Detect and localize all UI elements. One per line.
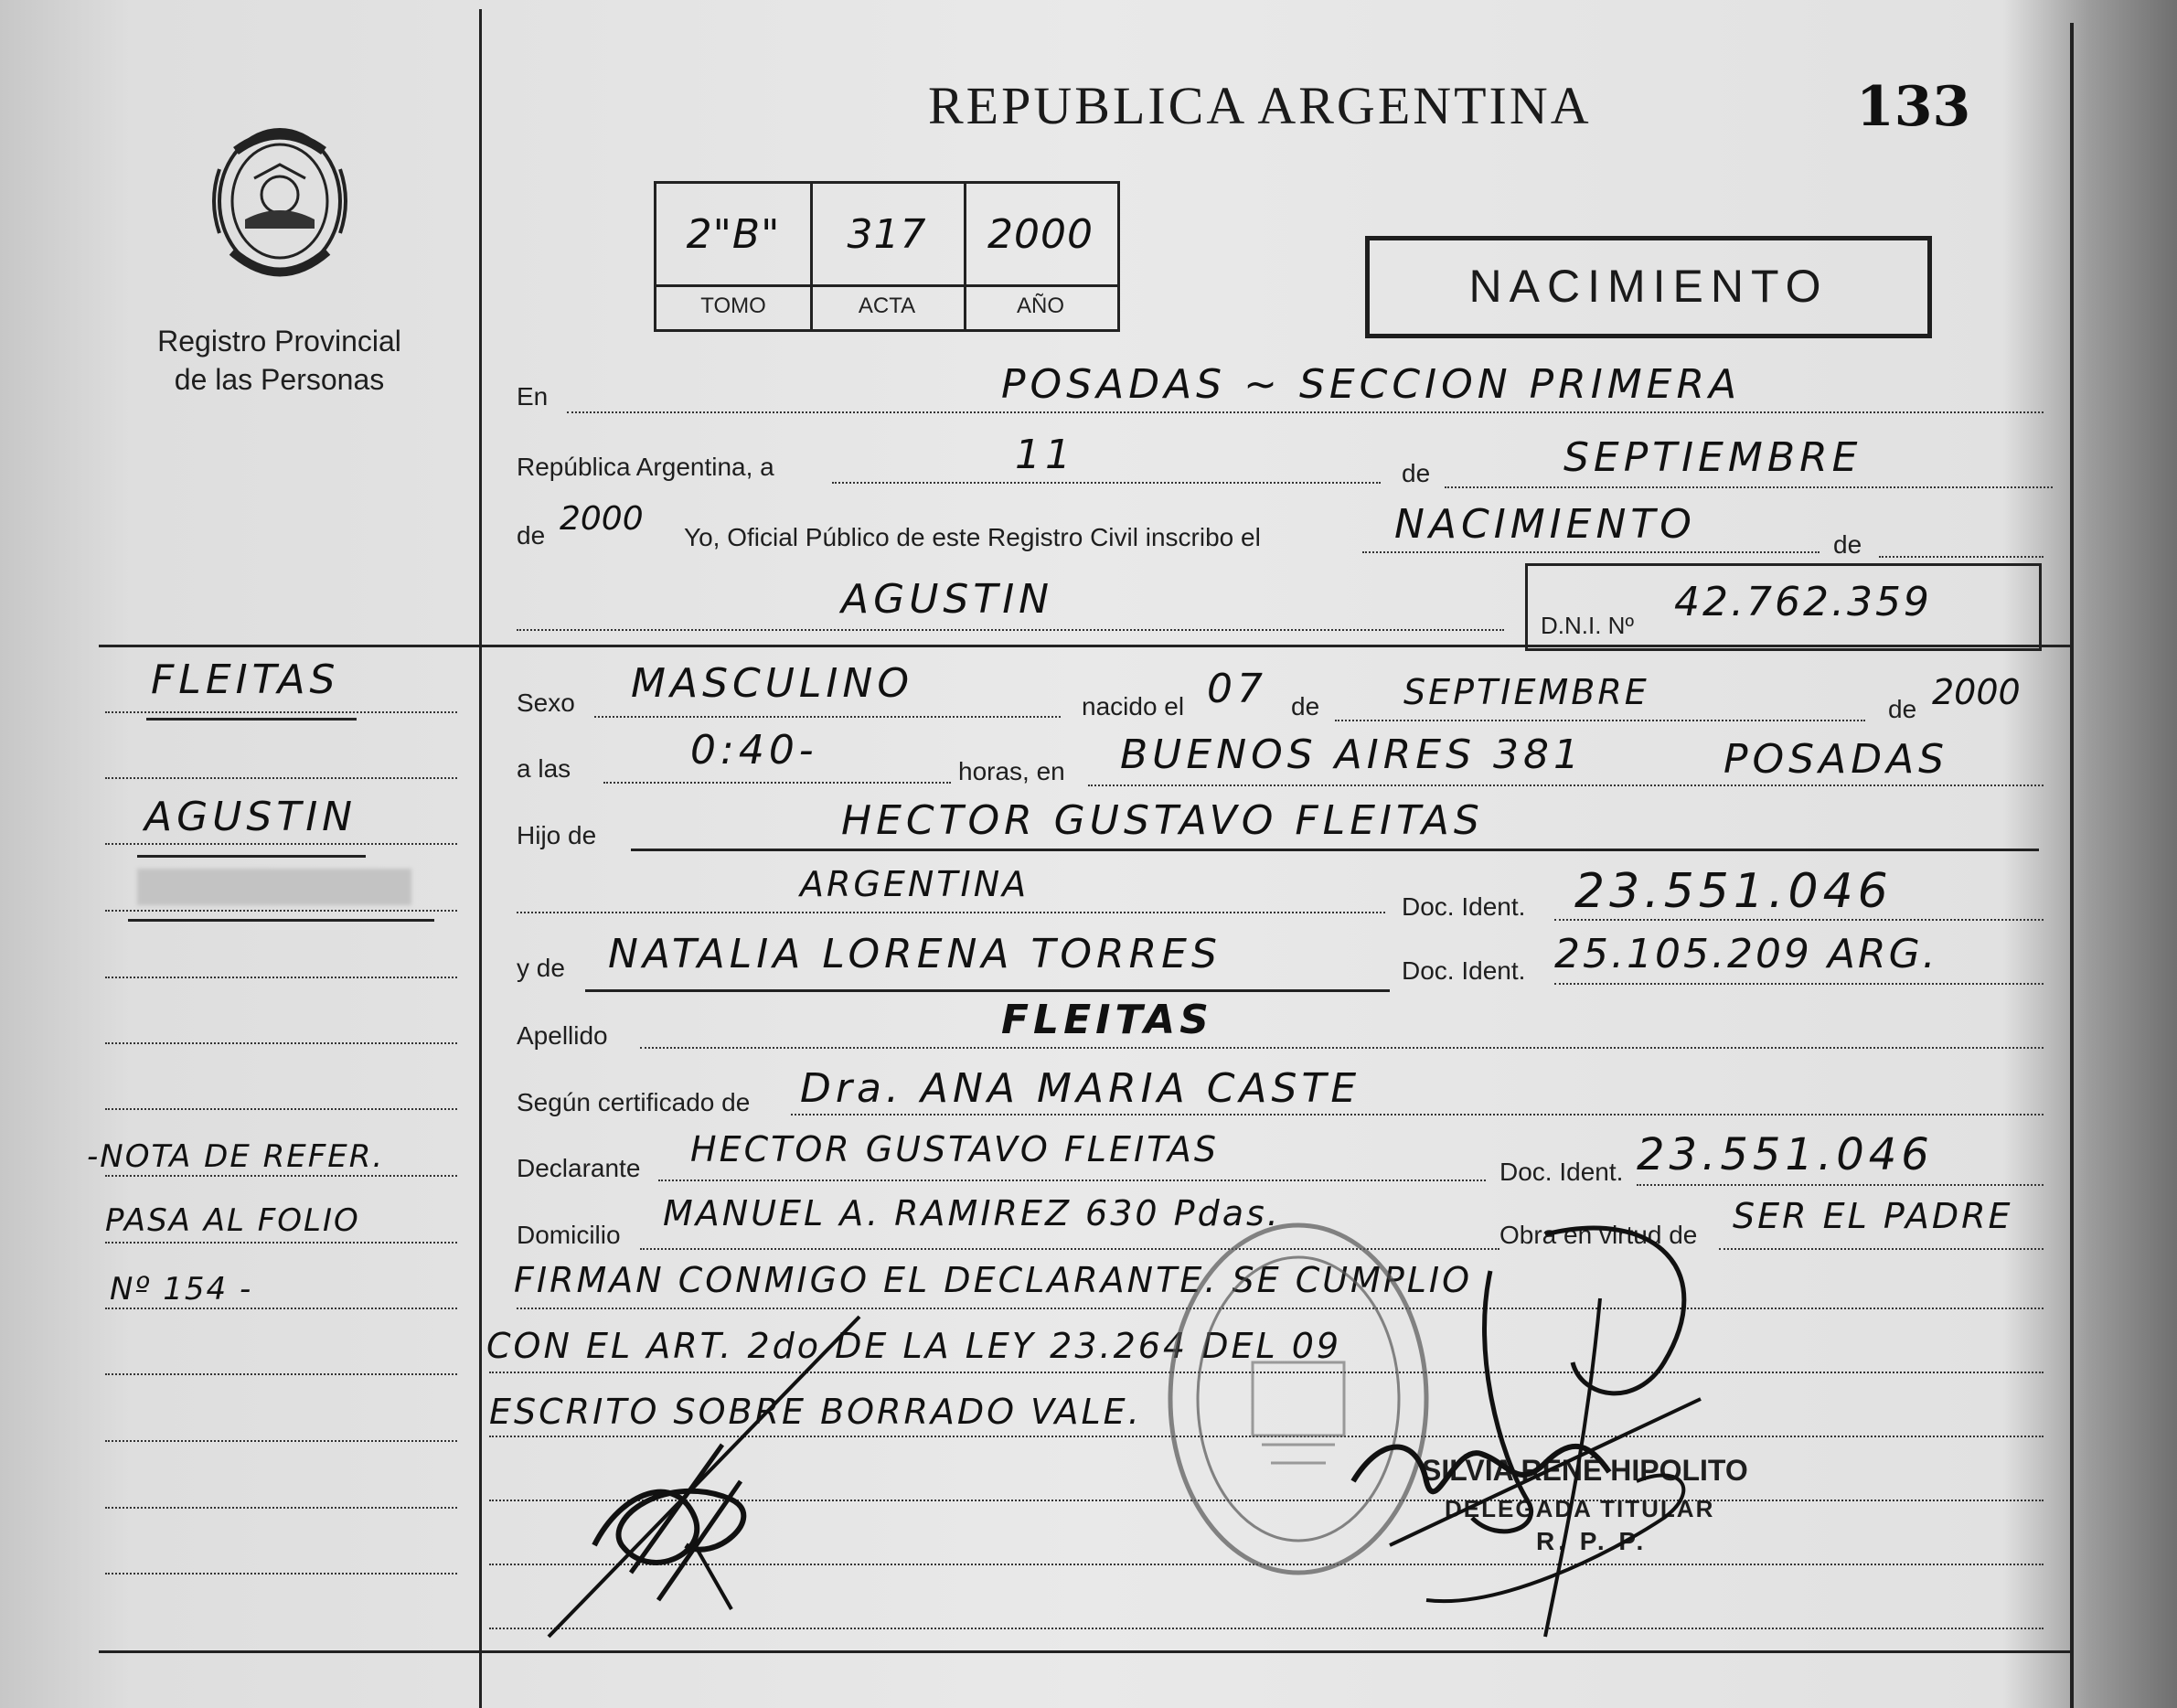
father-value: HECTOR GUSTAVO FLEITAS: [841, 797, 1484, 844]
country-title: REPUBLICA ARGENTINA: [928, 76, 1592, 135]
segun-label: Según certificado de: [517, 1088, 751, 1116]
margin-note-line2: PASA AL FOLIO: [105, 1202, 360, 1239]
sexo-line: [594, 716, 1061, 718]
misiones-seal-icon: [199, 114, 359, 293]
margin-surname-underline: [146, 718, 357, 721]
margin-name-underline: [137, 855, 366, 858]
place-value: BUENOS AIRES 381: [1120, 731, 1585, 778]
declarante-label: Declarante: [517, 1154, 641, 1182]
dni-box: [1525, 563, 2042, 651]
horas-label: horas, en: [958, 757, 1065, 785]
mother-doc: 25.105.209 ARG.: [1554, 931, 1938, 977]
place-line: [1088, 785, 2044, 786]
dni-label: D.N.I. Nº: [1541, 612, 1634, 639]
en-value: POSADAS ~ SECCION PRIMERA: [1001, 361, 1742, 408]
obra-value: SER EL PADRE: [1733, 1196, 2013, 1236]
birth-month: SEPTIEMBRE: [1403, 672, 1649, 712]
margin-erased-area: [137, 869, 411, 905]
father-doc-line: [1554, 919, 2044, 921]
margin-line: [105, 977, 457, 978]
sexo-value: MASCULINO: [631, 660, 913, 707]
apellido-line: [640, 1047, 2044, 1049]
registry-name-line2: de las Personas: [174, 363, 385, 396]
registry-name-line1: Registro Provincial: [157, 325, 401, 358]
margin-line: [105, 1573, 457, 1575]
margin-line: [105, 711, 457, 713]
right-border: [2070, 23, 2074, 1708]
column-divider: [479, 9, 482, 1708]
margin-line: [105, 1242, 457, 1244]
alas-label: a las: [517, 754, 571, 783]
nationality-line: [517, 912, 1385, 913]
doc-ident-label: Doc. Ident.: [1402, 892, 1526, 921]
margin-note-line3: Nº 154 -: [110, 1271, 253, 1308]
apellido-label: Apellido: [517, 1021, 608, 1050]
margin-given-name: AGUSTIN: [144, 794, 357, 840]
de-birth-year-label: de: [1888, 695, 1917, 723]
margin-line: [105, 1042, 457, 1044]
sexo-label: Sexo: [517, 689, 575, 717]
certificado-value: Dra. ANA MARIA CASTE: [800, 1065, 1361, 1112]
name-line: [517, 629, 1504, 631]
bottom-divider: [99, 1650, 2070, 1653]
act-type-label: NACIMIENTO: [1468, 261, 1829, 312]
domicilio-value: MANUEL A. RAMIREZ 630 Pdas.: [663, 1193, 1281, 1233]
father-nationality: ARGENTINA: [800, 864, 1030, 904]
time-line: [603, 782, 951, 784]
margin-line: [105, 1440, 457, 1442]
year-value: 2000: [560, 500, 644, 538]
margin-surname: FLEITAS: [151, 657, 340, 703]
de-birth-label: de: [1291, 692, 1320, 721]
tomo-label: TOMO: [700, 294, 766, 318]
en-line: [567, 411, 2044, 413]
certificado-line: [791, 1114, 2044, 1116]
margin-note-line1: -NOTA DE REFER.: [87, 1138, 385, 1175]
record-box: [654, 181, 1120, 332]
margin-line: [105, 777, 457, 779]
republica-label: República Argentina, a: [517, 453, 774, 481]
dni-value: 42.762.359: [1674, 579, 1932, 625]
declarante-value: HECTOR GUSTAVO FLEITAS: [690, 1129, 1219, 1169]
margin-erased-underline: [128, 919, 434, 922]
de-name-label: de: [1833, 530, 1862, 559]
notes-line2: CON EL ART. 2do DE LA LEY 23.264 DEL 09: [486, 1326, 1342, 1366]
anio-label: AÑO: [1016, 294, 1064, 318]
inscribo-value: NACIMIENTO: [1394, 501, 1696, 548]
margin-line: [105, 1308, 457, 1309]
father-doc: 23.551.046: [1574, 864, 1893, 919]
month-value: SEPTIEMBRE: [1563, 434, 1862, 481]
official-title: DELEGADA TITULAR: [1445, 1495, 1715, 1522]
mother-doc-line: [1554, 983, 2044, 985]
father-line: [631, 849, 2039, 851]
birth-month-line: [1335, 720, 1865, 721]
declarante-doc: 23.551.046: [1637, 1129, 1934, 1180]
day-value: 11: [1015, 432, 1075, 478]
oficial-text: Yo, Oficial Público de este Registro Civil inscribo el: [684, 523, 1261, 551]
birth-day: 07: [1207, 666, 1267, 712]
official-org: R. P. P.: [1536, 1527, 1648, 1555]
notes-line3: ESCRITO SOBRE BORRADO VALE.: [489, 1392, 1142, 1432]
de-year-label: de: [517, 521, 546, 550]
acta-label: ACTA: [858, 294, 916, 318]
margin-line: [105, 1175, 457, 1177]
folio-number: 133: [1856, 75, 1971, 139]
domicilio-label: Domicilio: [517, 1221, 621, 1249]
official-name: SILVIA RENÉ HIPOLITO: [1422, 1454, 1748, 1487]
de-label: de: [1402, 459, 1431, 487]
mother-value: NATALIA LORENA TORRES: [608, 931, 1222, 977]
acta-value: 317: [847, 211, 927, 258]
signatures-icon: [512, 1216, 1884, 1646]
record-box-divider: [656, 284, 1117, 287]
day-line: [832, 482, 1381, 484]
mother-line: [585, 989, 1390, 992]
yde-label: y de: [517, 954, 565, 982]
time-value: 0:40-: [690, 727, 818, 774]
notes-line1: FIRMAN CONMIGO EL DECLARANTE. SE CUMPLIO: [514, 1260, 1473, 1300]
tomo-value: 2"B": [686, 211, 781, 258]
place-city: POSADAS: [1723, 736, 1949, 783]
mother-doc-label: Doc. Ident.: [1402, 956, 1526, 985]
obra-label: Obra en virtud de: [1499, 1221, 1698, 1249]
en-label: En: [517, 382, 549, 411]
margin-line: [105, 910, 457, 912]
apellido-value: FLEITAS: [1001, 997, 1213, 1043]
declarante-doc-line: [1637, 1184, 2044, 1186]
inscribo-line: [1362, 551, 1820, 553]
hijo-label: Hijo de: [517, 821, 597, 849]
margin-line: [105, 1373, 457, 1375]
act-type-box: [1365, 236, 1932, 338]
margin-line: [105, 1507, 457, 1509]
nacido-label: nacido el: [1082, 692, 1185, 721]
margin-line: [105, 843, 457, 845]
anio-value: 2000: [987, 211, 1094, 258]
birth-year: 2000: [1932, 672, 2021, 712]
margin-line: [105, 1108, 457, 1110]
name-value: AGUSTIN: [841, 576, 1054, 623]
declarante-line: [658, 1180, 1486, 1181]
de-name-line: [1879, 556, 2044, 558]
declarante-doc-label: Doc. Ident.: [1499, 1158, 1624, 1186]
month-line: [1445, 486, 2053, 488]
